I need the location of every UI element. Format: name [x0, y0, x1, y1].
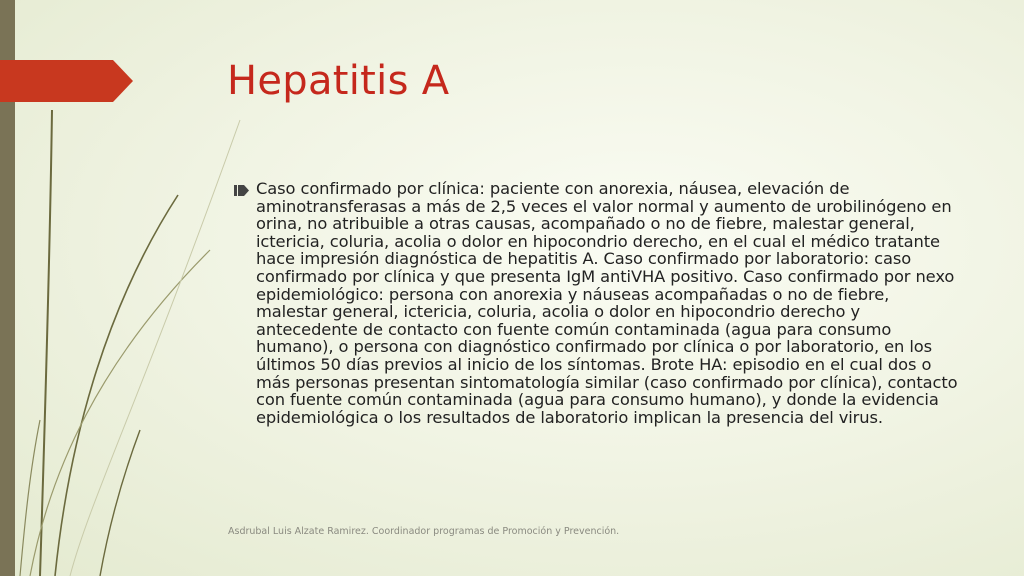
slide-footer: Asdrubal Luis Alzate Ramirez. Coordinador programas de Promoción y Prevención.: [228, 526, 620, 537]
slide-content: [234, 180, 964, 426]
slide-title: Hepatitis A: [227, 58, 450, 104]
title-ribbon: [0, 60, 133, 102]
arrow-bullet-icon: [234, 185, 249, 196]
slide-body-text: Caso confirmado por clínica: paciente con anorexia, náusea, elevación de aminotransferasas a más de 2,5 veces el valor normal y aumento de urobilinógeno en orina, no atribuible a otras causas, acompañado o no de fiebre, malestar general, ictericia, coluria, acolia o dolor en hipocondrio derecho, en el cual el médico tratante hace impresión diagnóstica de hepatitis A. Caso confirmado por laboratorio: caso confirmado por clínica y que presenta IgM antiVHA positivo. Caso confirmado por nexo epidemiológico: persona con anorexia y náuseas acompañadas o no de fiebre, malestar general, ictericia, coluria, acolia o dolor en hipocondrio derecho y antecedente de contacto con fuente común contaminada (agua para consumo humano), o persona con diagnóstico confirmado por clínica o por laboratorio, en los últimos 50 días previos al inicio de los síntomas. Brote HA: episodio en el cual dos o más personas presentan sintomatología similar (caso confirmado por clínica), contacto con fuente común contaminada (agua para consumo humano), y donde la evidencia epidemiológica o los resultados de laboratorio implican la presencia del virus.: [256, 179, 958, 427]
